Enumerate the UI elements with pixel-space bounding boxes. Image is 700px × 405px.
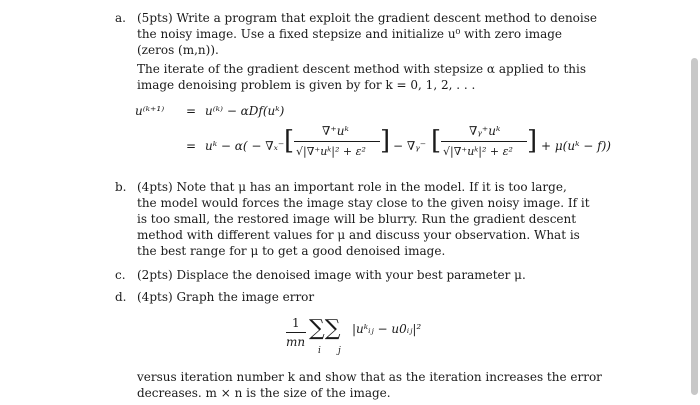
part-c-label: c. — [115, 268, 126, 282]
equation-1-rhs: u⁽ᵏ⁾ − αDf(uᵏ) — [205, 104, 285, 118]
equation-2-start: uᵏ − α( − ∇ₓ⁻ — [205, 139, 285, 153]
part-b-line-1: (4pts) Note that μ has an important role in the model. If it is too large, — [137, 180, 567, 194]
part-a-line-1: (5pts) Write a program that exploit the gradient descent method to denoise — [137, 11, 597, 25]
part-b-line-4: method with different values for μ and discuss your observation. What is — [137, 228, 580, 242]
left-bracket-2: [ — [431, 126, 442, 156]
part-c-line: (2pts) Displace the denoised image with your best parameter μ. — [137, 268, 526, 282]
part-b-label: b. — [115, 180, 127, 194]
vertical-scrollbar[interactable] — [691, 58, 698, 395]
part-a-iterate-line-1: The iterate of the gradient descent method with stepsize α applied to this — [137, 62, 587, 76]
fraction-2-numerator: ∇ᵧ⁺uᵏ — [469, 124, 501, 138]
equation-2-end: + μ(uᵏ − f)) — [541, 139, 611, 153]
left-bracket-1: [ — [284, 126, 295, 156]
part-b-line-5: the best range for μ to get a good denoised image. — [137, 244, 446, 258]
right-bracket-2: ] — [527, 126, 538, 156]
error-formula-numerator: 1 — [292, 316, 300, 330]
part-d-closing-line-2: decreases. m × n is the size of the image. — [137, 386, 391, 400]
equation-1-equals: = — [186, 104, 197, 118]
part-d-closing-line-1: versus iteration number k and show that as the iteration increases the error — [137, 370, 602, 384]
equation-1-lhs: u⁽ᵏ⁺¹⁾ — [135, 104, 165, 118]
part-d-line: (4pts) Graph the image error — [137, 290, 315, 304]
fraction-2-bar — [441, 141, 527, 142]
fraction-1-bar — [294, 141, 380, 142]
error-formula-bar — [286, 332, 306, 333]
part-a-iterate-line-2: image denoising problem is given by for k = 0, 1, 2, . . . — [137, 78, 476, 92]
error-formula-sub-i: i — [318, 346, 321, 356]
part-a-line-2: the noisy image. Use a fixed stepsize and initialize u⁰ with zero image — [137, 27, 563, 41]
part-b-line-2: the model would forces the image stay close to the given noisy image. If it — [137, 196, 590, 210]
fraction-2-denominator: √|∇⁺uᵏ|² + ε² — [443, 145, 513, 158]
error-formula-sub-j: j — [338, 346, 341, 356]
part-a-label: a. — [115, 11, 126, 25]
error-formula-denominator: mn — [286, 335, 306, 349]
fraction-1-numerator: ∇⁺uᵏ — [322, 124, 349, 138]
part-a-line-3: (zeros (m,n)). — [137, 43, 219, 57]
equation-2-middle: − ∇ᵧ⁻ — [393, 139, 427, 153]
error-formula-body: |uᵏᵢⱼ − u0ᵢⱼ|² — [352, 322, 422, 336]
equation-2-equals: = — [186, 139, 197, 153]
error-formula-sums: ∑∑ — [309, 316, 341, 341]
part-d-label: d. — [115, 290, 127, 304]
right-bracket-1: ] — [380, 126, 391, 156]
fraction-1-denominator: √|∇⁺uᵏ|² + ε² — [296, 145, 366, 158]
part-b-line-3: is too small, the restored image will be blurry. Run the gradient descent — [137, 212, 577, 226]
